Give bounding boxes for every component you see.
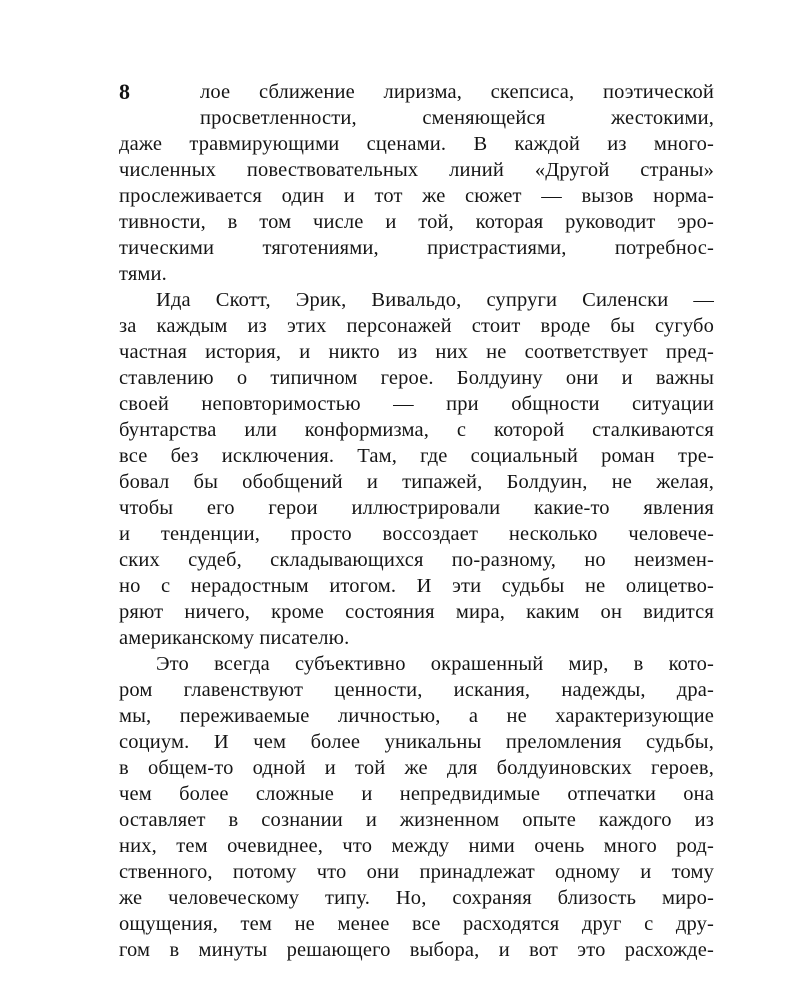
text-line: них, тем очевиднее, что между ними очень много род- [119, 835, 714, 857]
text-line: даже травмирующими сценами. В каждой из много- [119, 133, 714, 155]
text-line: ощущения, тем не менее все расходятся друг с дру- [119, 913, 714, 935]
text-line: чем более сложные и непредвидимые отпечатки она [119, 783, 714, 805]
text-line: но с нерадостным итогом. И эти судьбы не олицетво- [119, 575, 714, 597]
text-line: тическими тяготениями, пристрастиями, потребнос- [119, 237, 714, 259]
text-line: же человеческому типу. Но, сохраняя близость миро- [119, 887, 714, 909]
text-line: частная история, и никто из них не соответствует пред- [119, 341, 714, 363]
text-line: чтобы его герои иллюстрировали какие-то явления [119, 497, 714, 519]
text-line: мы, переживаемые личностью, а не характеризующие [119, 705, 714, 727]
text-line: ских судеб, складывающихся по-разному, но неизмен- [119, 549, 714, 571]
text-line: просветленности, сменяющейся жестокими, [200, 107, 714, 129]
text-line: ставлению о типичном герое. Болдуину они и важны [119, 367, 714, 389]
text-line: своей неповторимостью — при общности ситуации [119, 393, 714, 415]
text-line: Это всегда субъективно окрашенный мир, в кото- [156, 653, 714, 675]
text-line: ром главенствуют ценности, искания, надежды, дра- [119, 679, 714, 701]
text-line: социум. И чем более уникальны преломления судьбы, [119, 731, 714, 753]
text-line: все без исключения. Там, где социальный роман тре- [119, 445, 714, 467]
text-line: и тенденции, просто воссоздает несколько человече- [119, 523, 714, 545]
text-line: численных повествовательных линий «Другой страны» [119, 159, 714, 181]
text-line: бовал бы обобщений и типажей, Болдуин, не желая, [119, 471, 714, 493]
text-line: тивности, в том числе и той, которая руководит эро- [119, 211, 714, 233]
text-line: оставляет в сознании и жизненном опыте каждого из [119, 809, 714, 831]
text-line: ственного, потому что они принадлежат одному и тому [119, 861, 714, 883]
text-line: прослеживается один и тот же сюжет — вызов норма- [119, 185, 714, 207]
text-line: гом в минуты решающего выбора, и вот это расхожде- [119, 939, 714, 961]
page-number: 8 [119, 79, 130, 104]
text-line: бунтарства или конформизма, с которой сталкиваются [119, 419, 714, 441]
text-line: Ида Скотт, Эрик, Вивальдо, супруги Силенски — [156, 289, 714, 311]
text-line: ряют ничего, кроме состояния мира, каким он видится [119, 601, 714, 623]
text-line: американскому писателю. [119, 627, 350, 649]
text-line: тями. [119, 263, 167, 285]
text-line: лое сближение лиризма, скепсиса, поэтической [200, 81, 714, 103]
text-line: в общем-то одной и той же для болдуиновских героев, [119, 757, 714, 779]
text-line: за каждым из этих персонажей стоит вроде бы сугубо [119, 315, 714, 337]
